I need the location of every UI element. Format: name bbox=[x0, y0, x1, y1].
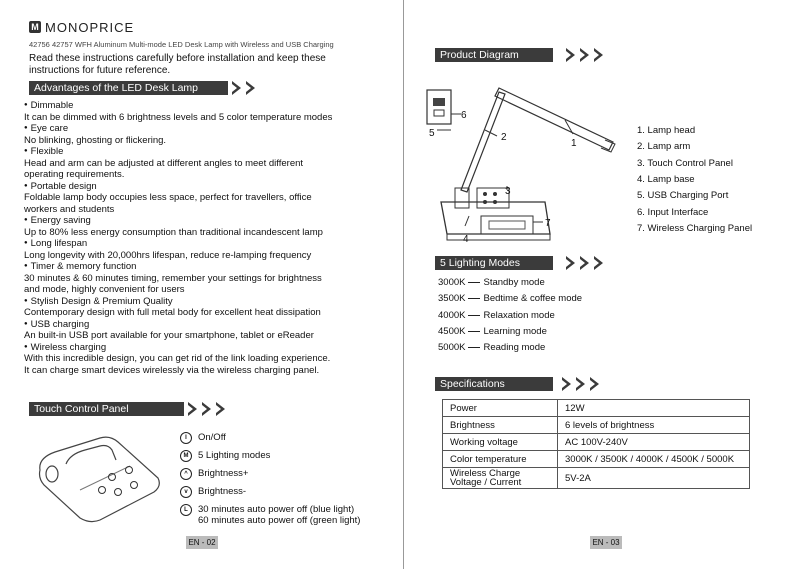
model-line: 42756 42757 WFH Aluminum Multi-mode LED Desk Lamp with Wireless and USB Charging bbox=[29, 40, 334, 49]
advantage-title: ● Wireless charging bbox=[24, 342, 379, 354]
intro-line: instructions for future reference. bbox=[29, 65, 171, 76]
mode-temperature: 3000K bbox=[438, 277, 466, 288]
touch-button-icon: L bbox=[180, 504, 192, 516]
lighting-mode-row bbox=[438, 326, 547, 337]
advantage-title: ● Flexible bbox=[24, 146, 379, 158]
mode-name: Bedtime & coffee mode bbox=[483, 293, 583, 305]
page-number: EN - 03 bbox=[590, 536, 622, 549]
touch-control-label: 30 minutes auto power off (blue light) bbox=[198, 504, 355, 515]
page-number: EN - 02 bbox=[186, 536, 218, 549]
part-item: 3. Touch Control Panel bbox=[637, 157, 733, 169]
advantage-desc: Long longevity with 20,000hrs lifespan, reduce re-lamping frequency bbox=[24, 249, 312, 261]
advantage-desc: No blinking, ghosting or flickering. bbox=[24, 134, 167, 146]
advantage-desc: It can charge smart devices wirelessly via the wireless charging panel. bbox=[24, 364, 320, 376]
mode-temperature: 5000K bbox=[438, 342, 466, 354]
advantage-desc: operating requirements. bbox=[24, 169, 125, 180]
touch-button-icon: M bbox=[180, 450, 192, 462]
lighting-mode-row bbox=[438, 293, 582, 304]
mode-name: Standby mode bbox=[483, 277, 545, 288]
touch-control-label: 60 minutes auto power off (green light) bbox=[198, 515, 361, 526]
touch-button-icon: I bbox=[180, 432, 192, 444]
touch-control-item bbox=[180, 450, 270, 462]
touch-control-label: On/Off bbox=[198, 432, 226, 443]
lighting-mode-row bbox=[438, 342, 545, 353]
spec-row bbox=[443, 400, 750, 417]
spec-key bbox=[443, 434, 558, 451]
callout-2: 2 bbox=[501, 132, 507, 143]
advantage-title: ● Eye care bbox=[24, 123, 379, 135]
touch-control-label: Brightness- bbox=[198, 486, 247, 497]
spec-row bbox=[443, 434, 750, 451]
lighting-modes-heading: 5 Lighting Modes bbox=[435, 256, 553, 270]
touch-control-item bbox=[180, 504, 360, 526]
chevron-right-icon bbox=[202, 402, 211, 416]
advantage-desc: and mode, highly convenient for users bbox=[24, 284, 185, 295]
touch-control-item bbox=[180, 432, 226, 444]
touch-panel-illustration bbox=[30, 430, 165, 525]
callout-5: 5 bbox=[429, 128, 435, 139]
chevron-right-icon bbox=[580, 256, 589, 270]
mode-temperature: 4500K bbox=[438, 325, 466, 337]
chevron-right-icon bbox=[576, 377, 585, 391]
callout-4: 4 bbox=[463, 234, 469, 245]
part-item: 5. USB Charging Port bbox=[637, 190, 729, 202]
advantage-desc: Head and arm can be adjusted at different angles to meet different bbox=[24, 157, 304, 169]
touch-control-text bbox=[198, 486, 246, 497]
advantage-title: ● Stylish Design & Premium Quality bbox=[24, 296, 379, 308]
spec-key-line: Voltage / Current bbox=[450, 477, 522, 488]
brand-name: MONOPRICE bbox=[45, 20, 135, 35]
diagram-heading: Product Diagram bbox=[435, 48, 553, 62]
chevron-right-icon bbox=[562, 377, 571, 391]
spec-key-line: Power bbox=[450, 402, 477, 414]
chevron-right-icon bbox=[590, 377, 599, 391]
spec-table bbox=[442, 399, 750, 489]
mode-name: Relaxation mode bbox=[483, 309, 555, 321]
advantage-title: ● USB charging bbox=[24, 319, 379, 331]
mode-name: Learning mode bbox=[483, 325, 547, 337]
touch-button-icon: v bbox=[180, 486, 192, 498]
advantage-title: ● Dimmable bbox=[24, 100, 379, 112]
chevron-right-icon bbox=[580, 48, 589, 62]
touch-control-text bbox=[198, 450, 270, 461]
lighting-mode-row bbox=[438, 277, 545, 288]
advantage-desc: Contemporary design with full metal body for excellent heat dissipation bbox=[24, 307, 321, 318]
spec-row bbox=[443, 417, 750, 434]
touch-control-text bbox=[198, 468, 248, 479]
advantage-desc: Up to 80% less energy consumption than traditional incandescent lamp bbox=[24, 226, 323, 238]
part-item: 2. Lamp arm bbox=[637, 141, 691, 153]
chevron-right-icon bbox=[566, 256, 575, 270]
advantage-desc: With this incredible design, you can get rid of the link loading experience. bbox=[24, 353, 331, 364]
spec-value: 12W bbox=[558, 400, 750, 417]
callout-7: 7 bbox=[545, 218, 551, 229]
intro-line: Read these instructions carefully before installation and keep these bbox=[29, 53, 326, 64]
advantage-desc: An built-in USB port available for your smartphone, tablet or eReader bbox=[24, 330, 314, 341]
chevron-right-icon bbox=[594, 256, 603, 270]
intro-text bbox=[29, 53, 326, 77]
chevron-right-icon bbox=[566, 48, 575, 62]
callout-6: 6 bbox=[461, 110, 467, 121]
touch-button-icon: ^ bbox=[180, 468, 192, 480]
advantages-heading: Advantages of the LED Desk Lamp bbox=[29, 81, 228, 95]
lighting-mode-row bbox=[438, 310, 555, 321]
touch-control-item bbox=[180, 468, 248, 480]
touch-control-text bbox=[198, 432, 226, 443]
chevron-right-icon bbox=[594, 48, 603, 62]
part-item: 4. Lamp base bbox=[637, 173, 695, 185]
spec-value: 6 levels of brightness bbox=[558, 417, 750, 434]
spec-row bbox=[443, 451, 750, 468]
advantage-desc: 30 minutes & 60 minutes timing, remember your settings for brightness bbox=[24, 272, 322, 284]
advantages-list bbox=[24, 100, 379, 376]
mode-temperature: 3500K bbox=[438, 293, 466, 305]
touch-control-label: Brightness+ bbox=[198, 468, 249, 479]
mode-dash bbox=[468, 298, 480, 299]
spec-key-line: Color temperature bbox=[450, 453, 527, 465]
spec-row bbox=[443, 468, 750, 489]
spec-key bbox=[443, 400, 558, 417]
mode-dash bbox=[468, 315, 480, 316]
advantage-desc: workers and students bbox=[24, 203, 115, 215]
mode-dash bbox=[468, 347, 480, 348]
spec-key-line: Wireless Charge bbox=[450, 468, 521, 479]
mode-dash bbox=[468, 331, 480, 332]
advantage-title: ● Portable design bbox=[24, 181, 379, 193]
touch-control-item bbox=[180, 486, 246, 498]
spec-value: AC 100V-240V bbox=[558, 434, 750, 451]
spec-value: 3000K / 3500K / 4000K / 4500K / 5000K bbox=[558, 451, 750, 468]
advantage-title: ● Timer & memory function bbox=[24, 261, 379, 273]
spec-key-line: Working voltage bbox=[450, 436, 518, 448]
advantage-desc: It can be dimmed with 6 brightness levels and 5 color temperature modes bbox=[24, 111, 333, 123]
touch-control-text bbox=[198, 504, 360, 526]
touch-control-label: 5 Lighting modes bbox=[198, 450, 271, 461]
mode-temperature: 4000K bbox=[438, 309, 466, 321]
advantage-desc: Foldable lamp body occupies less space, perfect for travellers, office bbox=[24, 192, 312, 203]
specifications-heading: Specifications bbox=[435, 377, 553, 391]
chevron-right-icon bbox=[216, 402, 225, 416]
advantage-title: ● Long lifespan bbox=[24, 238, 379, 250]
part-item: 7. Wireless Charging Panel bbox=[637, 222, 753, 234]
spec-key bbox=[443, 451, 558, 468]
touch-panel-heading: Touch Control Panel bbox=[29, 402, 184, 416]
callout-3: 3 bbox=[505, 186, 511, 197]
lamp-diagram bbox=[425, 70, 630, 245]
advantage-title: ● Energy saving bbox=[24, 215, 379, 227]
chevron-right-icon bbox=[246, 81, 255, 95]
monoprice-logo-icon: M bbox=[29, 21, 41, 33]
spec-value: 5V-2A bbox=[558, 468, 750, 489]
spec-key-line: Brightness bbox=[450, 419, 495, 431]
mode-dash bbox=[468, 282, 480, 283]
callout-1: 1 bbox=[571, 138, 577, 149]
spec-key bbox=[443, 468, 558, 489]
part-item: 1. Lamp head bbox=[637, 125, 696, 136]
chevron-right-icon bbox=[188, 402, 197, 416]
page-fold bbox=[403, 0, 404, 569]
part-item: 6. Input Interface bbox=[637, 206, 709, 218]
spec-key bbox=[443, 417, 558, 434]
chevron-right-icon bbox=[232, 81, 241, 95]
mode-name: Reading mode bbox=[483, 342, 546, 354]
